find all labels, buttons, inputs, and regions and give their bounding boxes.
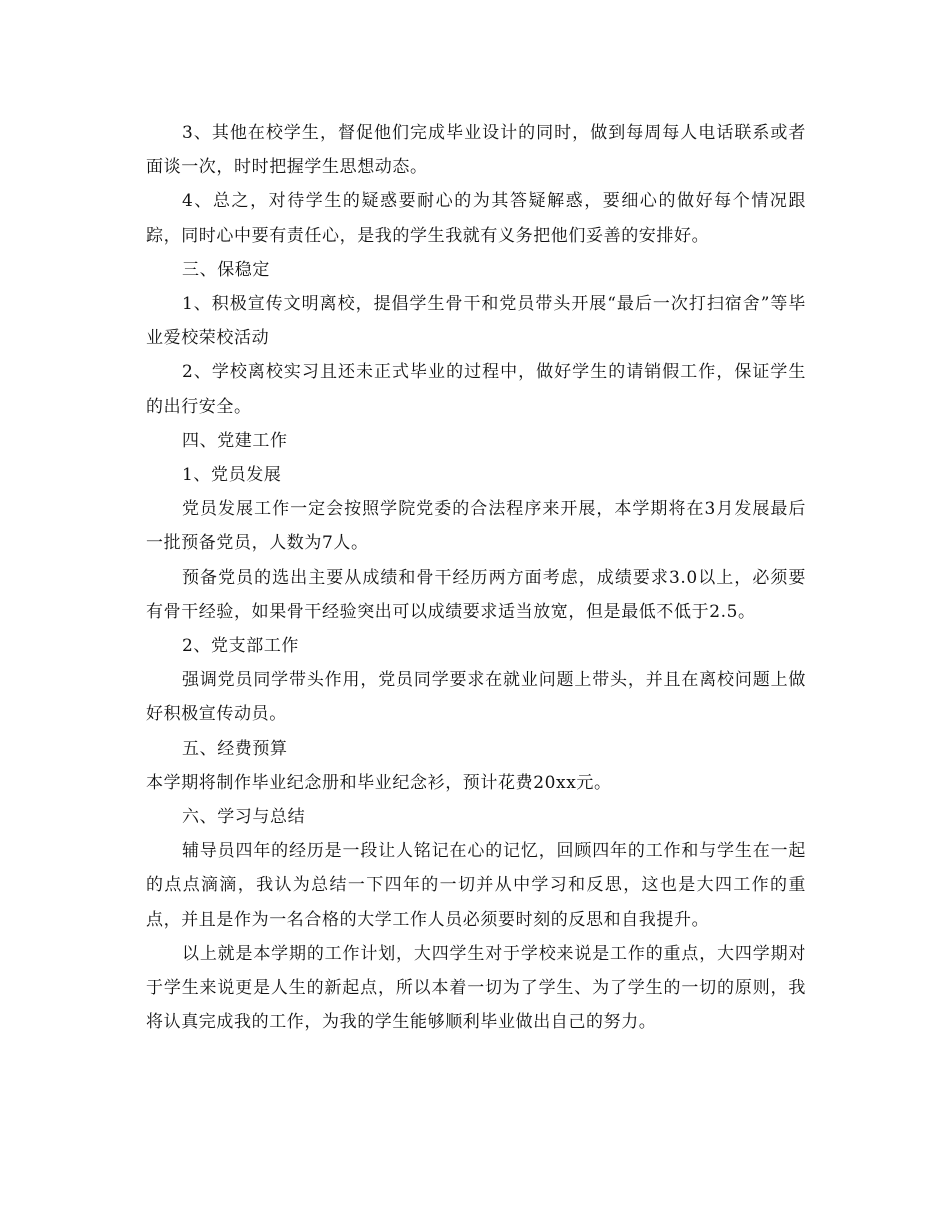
paragraph-counselor-reflection: 辅导员四年的经历是一段让人铭记在心的记忆，回顾四年的工作和与学生在一起的点点滴滴，我认为总结一下四年的一切并从中学习和反思，这也是大四工作的重点，并且是作为一名合格的大学工作人员必须要时刻的反思和自我提升。 xyxy=(146,841,806,930)
subheading-member-development: 1、党员发展 xyxy=(182,465,282,486)
paragraph-party-branch: 强调党员同学带头作用，党员同学要求在就业问题上带头，并且在离校问题上做好积极宣传动员。 xyxy=(146,670,806,725)
paragraph-budget: 本学期将制作毕业纪念册和毕业纪念衫，预计花费20xx元。 xyxy=(146,772,612,793)
heading-study-summary: 六、学习与总结 xyxy=(182,807,306,828)
heading-budget: 五、经费预算 xyxy=(182,738,288,759)
heading-stability: 三、保稳定 xyxy=(182,259,270,280)
paragraph-member-development: 党员发展工作一定会按照学院党委的合法程序来开展，本学期将在3月发展最后一批预备党员，人数为7人。 xyxy=(146,499,806,554)
paragraph-leave-management: 2、学校离校实习且还未正式毕业的过程中，做好学生的请销假工作，保证学生的出行安全。 xyxy=(146,362,806,417)
paragraph-civilized-leaving: 1、积极宣传文明离校，提倡学生骨干和党员带头开展“最后一次打扫宿舍”等毕业爱校荣校活动 xyxy=(146,294,806,349)
document-page xyxy=(146,116,806,1039)
paragraph-selection-criteria: 预备党员的选出主要从成绩和骨干经历两方面考虑，成绩要求3.0以上，必须要有骨干经验，如果骨干经验突出可以成绩要求适当放宽，但是最低不低于2.5。 xyxy=(146,567,806,622)
paragraph-patience: 4、总之，对待学生的疑惑要耐心的为其答疑解惑，要细心的做好每个情况跟踪，同时心中要有责任心，是我的学生我就有义务把他们妥善的安排好。 xyxy=(146,191,806,246)
subheading-party-branch: 2、党支部工作 xyxy=(182,636,300,657)
paragraph-conclusion: 以上就是本学期的工作计划，大四学生对于学校来说是工作的重点，大四学期对于学生来说更是人生的新起点，所以本着一切为了学生、为了学生的一切的原则，我将认真完成我的工作，为我的学生能够顺利毕业做出自己的努力。 xyxy=(146,943,806,1033)
heading-party-building: 四、党建工作 xyxy=(182,430,288,451)
paragraph-other-students: 3、其他在校学生，督促他们完成毕业设计的同时，做到每周每人电话联系或者面谈一次，时时把握学生思想动态。 xyxy=(146,123,806,178)
